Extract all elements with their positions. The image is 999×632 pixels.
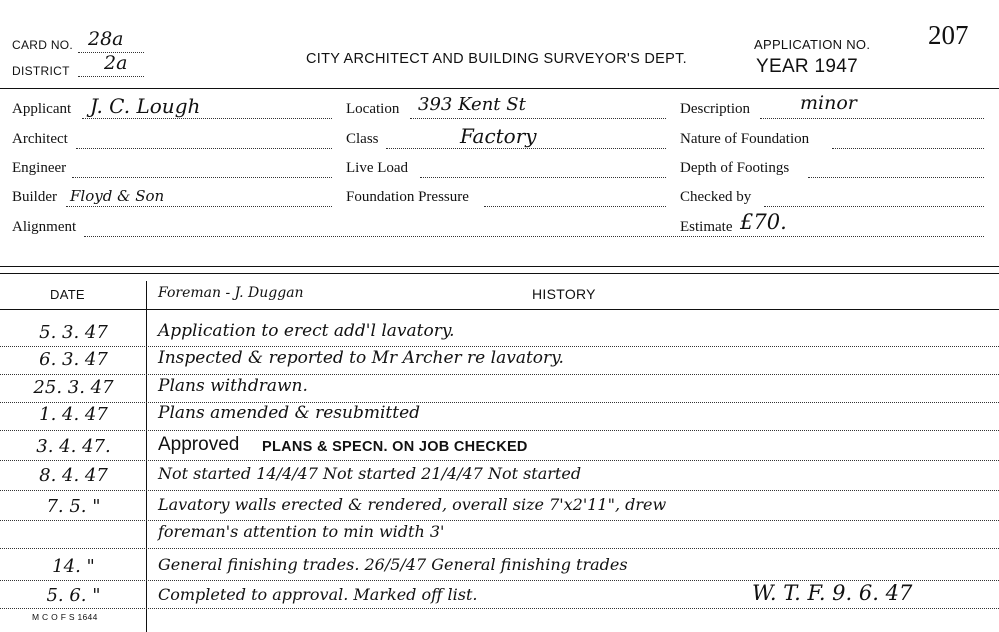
history-entry: Application to erect add'l lavatory. xyxy=(158,321,455,341)
description-value: minor xyxy=(800,92,857,114)
application-no-value: 207 xyxy=(928,20,969,50)
history-entry: Approved xyxy=(158,434,240,455)
checked-by-label: Checked by xyxy=(680,189,752,205)
history-date: 3. 4. 47. xyxy=(36,436,111,457)
history-entry: General finishing trades. 26/5/47 General finishing trades xyxy=(158,555,628,574)
nature-of-foundation-label: Nature of Foundation xyxy=(680,131,810,147)
architect-label: Architect xyxy=(12,131,68,147)
history-date: 5. 3. 47 xyxy=(39,322,108,343)
history-date: 25. 3. 47 xyxy=(33,377,114,398)
live-load-label: Live Load xyxy=(346,160,409,176)
history-date: 6. 3. 47 xyxy=(39,349,108,370)
card-no-label: CARD NO. xyxy=(12,38,74,52)
history-header: HISTORY xyxy=(532,286,596,302)
history-entry: Plans amended & resubmitted xyxy=(158,403,421,423)
fields-rule-top xyxy=(0,266,999,267)
builder-value: Floyd & Son xyxy=(70,187,165,205)
history-entry: Completed to approval. Marked off list. xyxy=(158,585,478,604)
history-entry: Not started 14/4/47 Not started 21/4/47 Not started xyxy=(158,464,582,483)
history-entry: Inspected & reported to Mr Archer re lavatory. xyxy=(158,348,564,368)
history-date: 8. 4. 47 xyxy=(39,465,108,486)
foreman-note: Foreman - J. Duggan xyxy=(158,285,304,301)
history-date: 7. 5. " xyxy=(46,496,101,517)
estimate-value: £70. xyxy=(740,210,787,234)
location-value: 393 Kent St xyxy=(418,94,526,115)
class-value: Factory xyxy=(460,124,537,148)
fields-rule-bottom xyxy=(0,273,999,274)
history-entry: Plans withdrawn. xyxy=(158,376,308,396)
depth-of-footings-label: Depth of Footings xyxy=(680,160,790,176)
applicant-value: J. C. Lough xyxy=(90,94,201,118)
engineer-label: Engineer xyxy=(12,160,67,176)
approval-stamp: PLANS & SPECN. ON JOB CHECKED xyxy=(262,439,528,455)
description-label: Description xyxy=(680,101,750,117)
department-title: CITY ARCHITECT AND BUILDING SURVEYOR'S DEPT. xyxy=(306,51,687,67)
history-date: 1. 4. 47 xyxy=(39,404,108,425)
location-label: Location xyxy=(346,101,400,117)
form-code: M C O F S 1644 xyxy=(32,612,98,622)
history-header-rule xyxy=(0,309,999,310)
date-header: DATE xyxy=(50,287,85,302)
district-label: DISTRICT xyxy=(12,64,70,78)
history-entry: Lavatory walls erected & rendered, overall size 7'x2'11", drew xyxy=(158,495,667,514)
applicant-label: Applicant xyxy=(12,101,72,117)
class-label: Class xyxy=(346,131,379,147)
year-label: YEAR 1947 xyxy=(756,56,858,77)
builder-label: Builder xyxy=(12,189,57,205)
district-value: 2a xyxy=(104,52,128,74)
application-no-label: APPLICATION NO. xyxy=(754,37,871,52)
card-no-value: 28a xyxy=(88,28,124,50)
header-rule xyxy=(0,88,999,89)
alignment-label: Alignment xyxy=(12,219,77,235)
estimate-label: Estimate xyxy=(680,219,733,235)
history-date: 14. " xyxy=(52,556,95,577)
foundation-pressure-label: Foundation Pressure xyxy=(346,189,469,205)
history-date: 5. 6. " xyxy=(46,585,101,606)
inspector-signoff: W. T. F. 9. 6. 47 xyxy=(752,581,913,605)
history-entry: foreman's attention to min width 3' xyxy=(158,522,445,541)
